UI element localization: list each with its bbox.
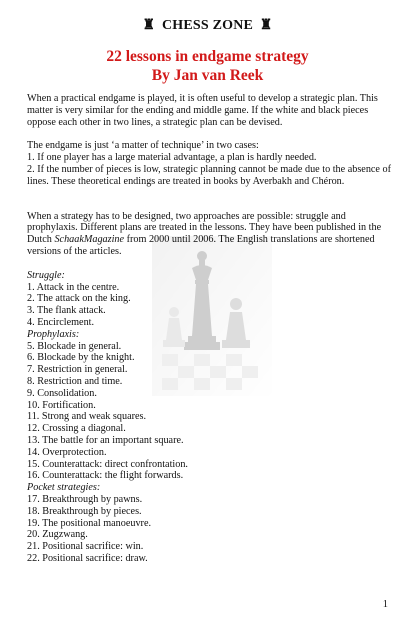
struggle-list: [27, 282, 392, 329]
list-item: 20. Zugzwang.: [27, 529, 88, 541]
list-item: 7. Restriction in general.: [27, 364, 128, 376]
author-line: By Jan van Reek: [151, 67, 264, 84]
technique-lead: The endgame is just ‘a matter of technique’ in two cases:: [27, 140, 259, 152]
list-item: 17. Breakthrough by pawns.: [27, 493, 143, 505]
rook-icon: ♜: [259, 18, 273, 33]
struggle-heading: Struggle:: [27, 269, 65, 281]
title-line: 22 lessons in endgame strategy: [106, 48, 309, 65]
list-item: 15. Counterattack: direct confrontation.: [27, 458, 188, 470]
list-item: 19. The positional manoeuvre.: [27, 517, 152, 529]
list-item: 22. Positional sacrifice: draw.: [27, 552, 148, 564]
page-header: [0, 17, 415, 34]
prophylaxis-list: [27, 341, 392, 483]
list-item: 4. Encirclement.: [27, 316, 95, 328]
list-item: 2. The attack on the king.: [27, 293, 131, 305]
list-item: 5. Blockade in general.: [27, 340, 122, 352]
approaches-text-before: When a strategy has to be designed, two approaches are possible: struggle and prophylaxis. Different plans are treated in the lessons. They have been published in the Dutch: [27, 210, 382, 246]
approaches-text-after: from 2000 until 2006. The English translations are shortened versions of the articles.: [27, 234, 375, 257]
technique-case-1: 1. If one player has a large material advantage, a plan is hardly needed.: [27, 152, 317, 164]
list-item: 10. Fortification.: [27, 399, 96, 411]
list-item: 13. The battle for an important square.: [27, 434, 184, 446]
page-number: 1: [382, 599, 388, 610]
pocket-heading: Pocket strategies:: [27, 482, 101, 494]
article-body: [27, 93, 392, 565]
list-item: 18. Breakthrough by pieces.: [27, 505, 142, 517]
header-title: CHESS ZONE: [161, 18, 254, 33]
prophylaxis-heading: Prophylaxis:: [27, 328, 80, 340]
rook-icon: ♜: [142, 18, 156, 33]
list-item: 6. Blockade by the knight.: [27, 352, 135, 364]
article-title: [0, 47, 415, 85]
list-item: 1. Attack in the centre.: [27, 281, 120, 293]
intro-paragraph: When a practical endgame is played, it is often useful to develop a strategic plan. This matter is very similar for the ending and middle game. If the white and black pieces oppose each other in two lines, a strategic plan can be devised.: [27, 93, 378, 128]
list-item: 14. Overprotection.: [27, 446, 107, 458]
list-item: 3. The flank attack.: [27, 305, 106, 317]
list-item: 16. Counterattack: the flight forwards.: [27, 470, 184, 482]
pocket-list: [27, 494, 392, 565]
list-item: 21. Positional sacrifice: win.: [27, 541, 144, 553]
technique-case-2: 2. If the number of pieces is low, strategic planning cannot be made due to the absence of lines. These theoretical endings are treated in books by Averbakh and Chéron.: [27, 163, 391, 187]
magazine-name: SchaakMagazine: [54, 234, 125, 246]
approaches-paragraph: [27, 211, 392, 258]
list-item: 12. Crossing a diagonal.: [27, 423, 126, 435]
list-item: 9. Consolidation.: [27, 387, 97, 399]
list-item: 11. Strong and weak squares.: [27, 411, 147, 423]
list-item: 8. Restriction and time.: [27, 375, 123, 387]
